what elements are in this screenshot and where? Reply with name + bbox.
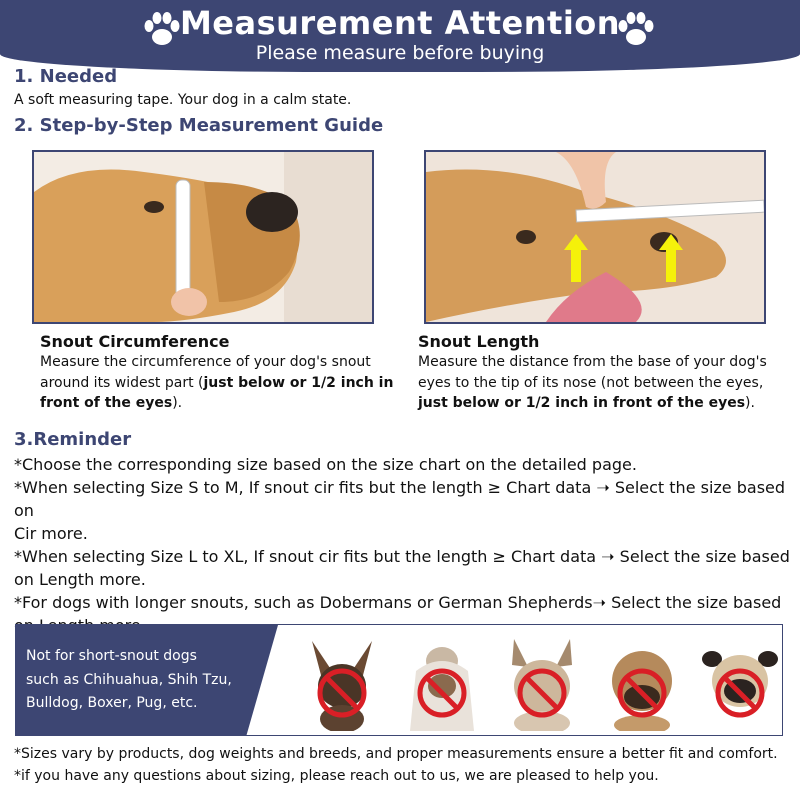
reminder-list: *Choose the corresponding size based on the size chart on the detailed page. *When selecting Size S to M, If snout cir fits but the length ≥ Chart data ➝ Select the size based on Cir more. *When selecting Size L to XL, If snout cir fits but the length ≥ Chart data ➝ Select the size based on Length more. *For dogs with longer snouts, such as Dobermans or German Shepherds➝ Select the size based <box>14 455 790 612</box>
page-subtitle: Please measure before buying <box>255 42 545 64</box>
footer-note-contact: *if you have any questions about sizing, please reach out to us, we are pleased to help you. <box>14 768 659 784</box>
reminder-heading: 3.Reminder <box>14 429 132 450</box>
snout-circumference-text: Measure the circumference of your dog's snout around its widest part (just below or 1/2 inch in front of the eyes). <box>40 354 394 411</box>
snout-length-text: Measure the distance from the base of your dog's eyes to the tip of its nose (not between the eyes, just below or 1/2 inch in front of the eyes). <box>418 354 767 411</box>
short-snout-dogs-panel <box>15 624 783 736</box>
guide-heading: 2. Step-by-Step Measurement Guide <box>14 115 384 136</box>
needed-text: A soft measuring tape. Your dog in a calm state. <box>14 92 352 108</box>
shih-tzu-prohibited-icon <box>394 631 490 731</box>
chihuahua-prohibited-icon <box>294 631 390 731</box>
footer-note-sizes: *Sizes vary by products, dog weights and breeds, and proper measurements ensure a better fit and comfort. <box>14 746 778 762</box>
snout-circumference-photo <box>32 150 374 324</box>
bulldog-prohibited-icon <box>494 631 590 731</box>
boxer-prohibited-icon <box>594 631 690 731</box>
snout-circumference-title: Snout Circumference <box>40 332 230 351</box>
snout-length-title: Snout Length <box>418 332 540 351</box>
short-snout-warning: Not for short-snout dogs such as Chihuahua, Shih Tzu, Bulldog, Boxer, Pug, etc. <box>26 648 232 711</box>
snout-length-photo <box>424 150 766 324</box>
needed-heading: 1. Needed <box>14 66 118 87</box>
page-title: Measurement Attention <box>179 4 621 42</box>
pug-prohibited-icon <box>692 631 783 731</box>
